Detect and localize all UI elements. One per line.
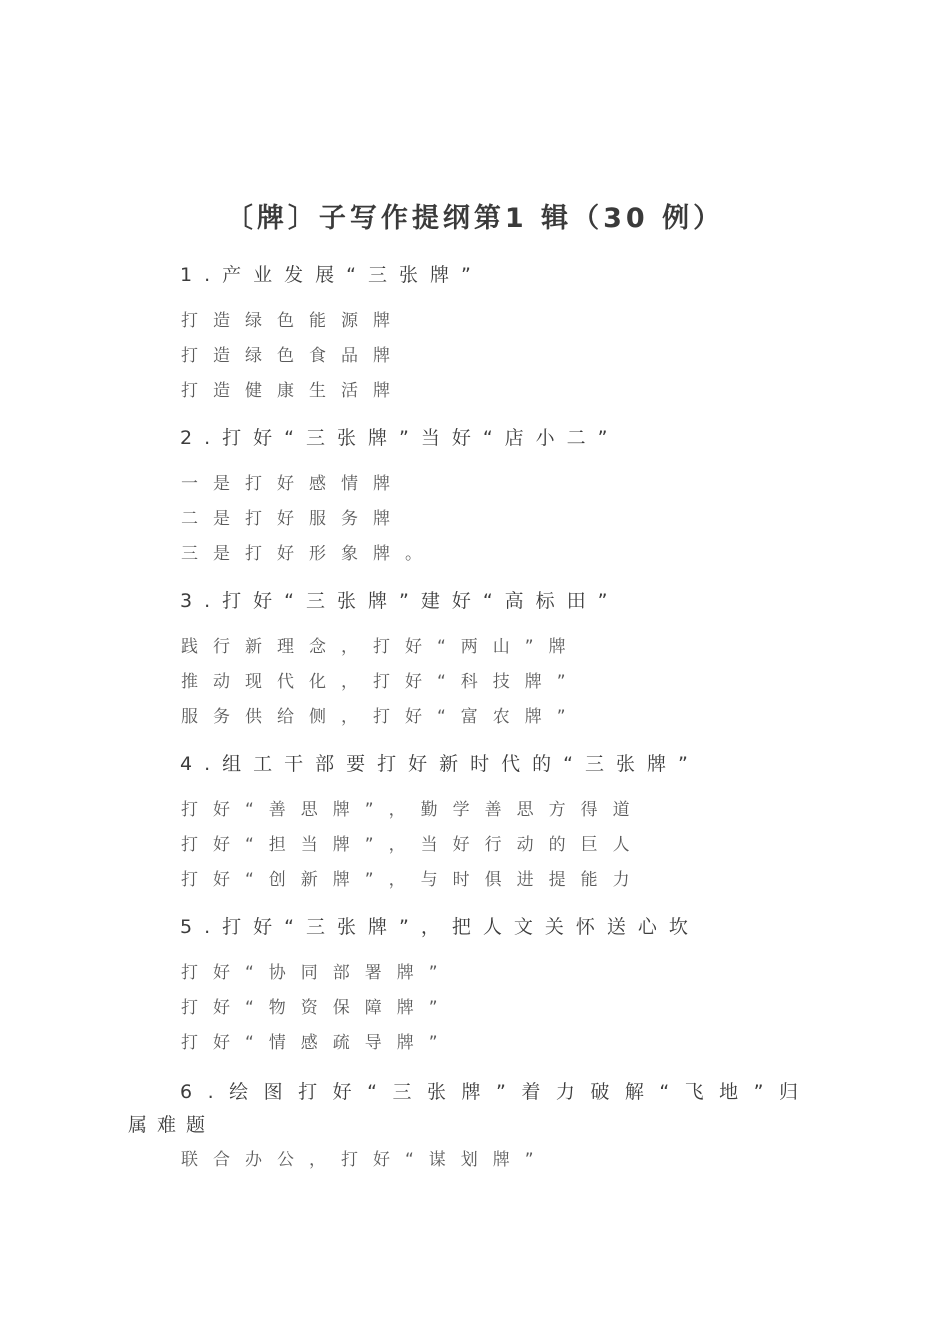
list-item: 一是打好感情牌 — [181, 474, 405, 494]
list-item: 打造绿色食品牌 — [181, 346, 405, 366]
list-item: 服务供给侧，打好“富农牌” — [181, 707, 581, 727]
list-item: 打好“情感疏导牌” — [181, 1033, 453, 1053]
section-heading: 1.产业发展“三张牌” — [180, 264, 483, 286]
section-heading: 3.打好“三张牌”建好“高标田” — [180, 590, 620, 612]
list-item: 打造绿色能源牌 — [181, 311, 405, 331]
list-item: 打造健康生活牌 — [181, 381, 405, 401]
list-item: 打好“物资保障牌” — [181, 998, 453, 1018]
section-heading-line: 6.绘图打好“三张牌”着力破解“飞地”归 — [180, 1081, 814, 1103]
list-item: 打好“担当牌”，当好行动的巨人 — [181, 835, 645, 855]
list-item: 打好“创新牌”，与时俱进提能力 — [181, 870, 645, 890]
list-item: 二是打好服务牌 — [181, 509, 405, 529]
section-heading: 4.组工干部要打好新时代的“三张牌” — [180, 753, 700, 775]
list-item: 联合办公，打好“谋划牌” — [181, 1150, 549, 1170]
section-heading-wrapped — [128, 1076, 840, 1142]
section-heading: 5.打好“三张牌”，把人文关怀送心坎 — [180, 916, 700, 938]
list-item: 打好“善思牌”，勤学善思方得道 — [181, 800, 645, 820]
list-item: 推动现代化，打好“科技牌” — [181, 672, 581, 692]
section-heading: 2.打好“三张牌”当好“店小二” — [180, 427, 620, 449]
document-title: 〔牌〕子写作提纲第1 辑（30 例） — [225, 203, 725, 234]
list-item: 践行新理念，打好“两山”牌 — [181, 637, 581, 657]
section-heading-line: 属难题 — [128, 1114, 216, 1136]
list-item: 三是打好形象牌。 — [181, 544, 437, 564]
list-item: 打好“协同部署牌” — [181, 963, 453, 983]
